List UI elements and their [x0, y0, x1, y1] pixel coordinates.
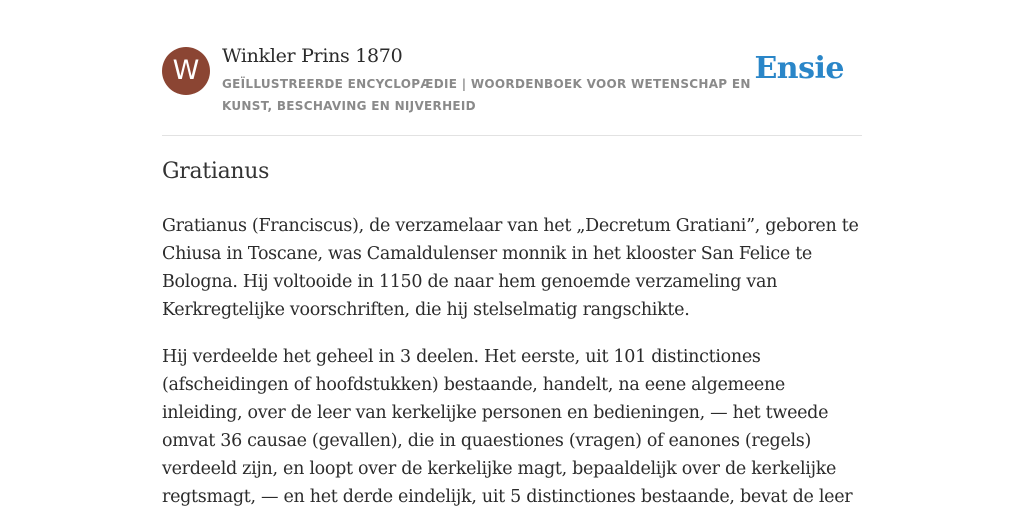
- article-paragraph: Gratianus (Franciscus), de verzamelaar van het „Decretum Gratiani”, geboren te Chiusa in Toscane, was Camaldulenser monnik in het klooster San Felice te Bologna. Hij voltooide in 1150 de naar hem genoemde verzameling van Kerkregtelijke voorschriften, die hij stelselmatig rangschikte.: [162, 216, 859, 320]
- ensie-logo[interactable]: Ensie: [754, 51, 844, 86]
- article-paragraph: Hij verdeelde het geheel in 3 deelen. Het eerste, uit 101 distinctiones (afscheidingen of hoofdstukken) bestaande, handelt, na eene algemeene inleiding, over de leer van kerkelijke personen en bedieningen, — het tweede omvat 36 causae (gevallen), die in quaestiones (vragen) of eanones (regels) verdeeld zijn, en loopt over de kerkelijke magt, bepaaldelijk over de kerkelijke regtsmagt, — en het derde eindelijk, uit 5 distinctiones bestaande, bevat de leer: [162, 347, 853, 507]
- source-header: [162, 45, 862, 136]
- article-body: [162, 212, 862, 512]
- source-title-link[interactable]: Winkler Prins 1870: [222, 45, 403, 67]
- source-subtitle: GEÏLLUSTREERDE ENCYCLOPÆDIE | WOORDENBOEK VOOR WETENSCHAP EN KUNST, BESCHAVING EN NIJVERHEID: [222, 77, 751, 113]
- article-title: Gratianus: [162, 159, 270, 184]
- source-avatar[interactable]: W: [162, 47, 210, 95]
